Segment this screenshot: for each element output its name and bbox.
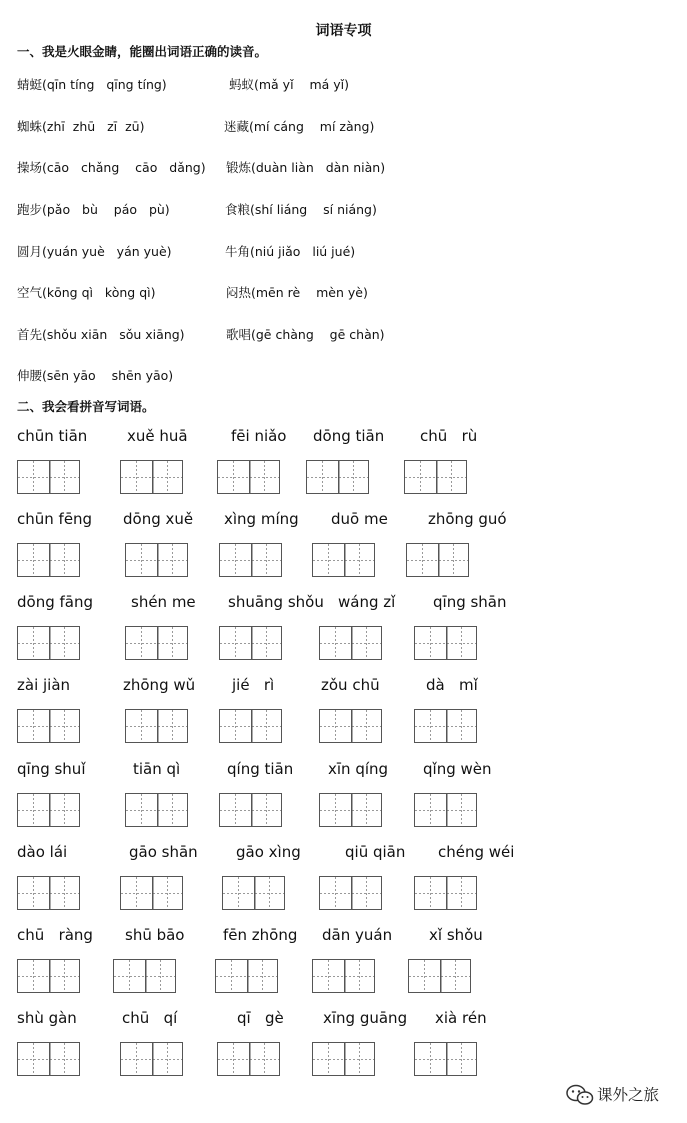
watermark-text: 课外之旅 [597, 1086, 660, 1104]
pinyin-prompt: shén me [131, 593, 196, 611]
pinyin-prompt: zhōng wǔ [123, 676, 196, 694]
pinyin-prompt: duō me [331, 510, 388, 528]
pinyin-prompt: chéng wéi [438, 843, 515, 861]
pinyin-prompt: xīn qíng [328, 760, 389, 778]
writing-grid[interactable] [17, 543, 80, 577]
writing-grid[interactable] [219, 709, 282, 743]
pinyin-prompt: dān yuán [322, 926, 393, 944]
writing-grid[interactable] [414, 709, 477, 743]
writing-grid[interactable] [319, 709, 382, 743]
writing-grid[interactable] [125, 793, 188, 827]
reading-pair: 蚂蚁(mǎ yǐ má yǐ) [229, 77, 350, 92]
pinyin-prompt: shū bāo [125, 926, 185, 944]
writing-grid[interactable] [17, 626, 80, 660]
pinyin-prompt: xià rén [435, 1009, 487, 1027]
reading-pair: 牛角(niú jiǎo liú jué) [225, 244, 356, 259]
writing-grid[interactable] [414, 876, 477, 910]
pinyin-prompt: chūn fēng [17, 510, 93, 528]
writing-grid[interactable] [414, 626, 477, 660]
reading-pair: 迷藏(mí cáng mí zàng) [224, 119, 375, 134]
reading-pair: 食粮(shí liáng sí niáng) [225, 202, 377, 217]
reading-pair: 蜘蛛(zhī zhū zī zū) [17, 119, 145, 134]
page-title: 词语专项 [315, 23, 372, 39]
pinyin-prompt: qǐng wèn [423, 760, 492, 778]
pinyin-prompt: qīng shān [433, 593, 507, 611]
writing-grid[interactable] [312, 543, 375, 577]
pinyin-prompt: chū rù [420, 427, 478, 445]
writing-grid[interactable] [120, 1042, 183, 1076]
reading-pair: 歌唱(gē chàng gē chàn) [226, 327, 385, 342]
writing-grid[interactable] [408, 959, 471, 993]
writing-grid[interactable] [125, 543, 188, 577]
writing-grid[interactable] [17, 709, 80, 743]
writing-grid[interactable] [17, 460, 80, 494]
pinyin-prompt: dōng tiān [313, 427, 385, 445]
writing-grid[interactable] [319, 876, 382, 910]
pinyin-prompt: gāo shān [129, 843, 198, 861]
pinyin-prompt: qīng shuǐ [17, 760, 86, 778]
pinyin-prompt: qiū qiān [345, 843, 406, 861]
pinyin-prompt: chūn tiān [17, 427, 88, 445]
writing-grid[interactable] [306, 460, 369, 494]
section-1-heading: 一、我是火眼金睛，能圈出词语正确的读音。 [17, 44, 268, 59]
pinyin-prompt: zài jiàn [17, 676, 71, 694]
wechat-icon [566, 1084, 594, 1106]
reading-pair: 首先(shǒu xiān sǒu xiāng) [17, 327, 185, 342]
reading-pair: 蜻蜓(qīn tíng qīng tíng) [17, 77, 167, 92]
pinyin-prompt: qī gè [237, 1009, 284, 1027]
writing-grid[interactable] [219, 793, 282, 827]
writing-grid[interactable] [319, 793, 382, 827]
pinyin-prompt: wáng zǐ [338, 593, 396, 611]
pinyin-prompt: xīng guāng [323, 1009, 408, 1027]
writing-grid[interactable] [217, 460, 280, 494]
writing-grid[interactable] [217, 1042, 280, 1076]
reading-pair: 圆月(yuán yuè yán yuè) [17, 244, 172, 259]
pinyin-prompt: dōng xuě [123, 510, 194, 528]
pinyin-prompt: fēi niǎo [231, 427, 287, 445]
reading-pair: 锻炼(duàn liàn dàn niàn) [226, 160, 386, 175]
reading-pair: 空气(kōng qì kòng qì) [17, 285, 156, 300]
reading-pair: 跑步(pǎo bù páo pù) [17, 202, 170, 217]
writing-grid[interactable] [219, 626, 282, 660]
pinyin-prompt: chū ràng [17, 926, 93, 944]
writing-grid[interactable] [17, 793, 80, 827]
writing-grid[interactable] [17, 876, 80, 910]
writing-grid[interactable] [120, 460, 183, 494]
pinyin-prompt: xìng míng [224, 510, 299, 528]
pinyin-prompt: tiān qì [133, 760, 181, 778]
writing-grid[interactable] [312, 1042, 375, 1076]
pinyin-prompt: qíng tiān [227, 760, 294, 778]
writing-grid[interactable] [222, 876, 285, 910]
pinyin-prompt: xǐ shǒu [429, 926, 483, 944]
pinyin-prompt: gāo xìng [236, 843, 301, 861]
pinyin-prompt: zǒu chū [321, 676, 380, 694]
writing-grid[interactable] [404, 460, 467, 494]
pinyin-prompt: dà mǐ [426, 676, 478, 694]
reading-pair: 操场(cāo chǎng cāo dǎng) [17, 160, 206, 175]
writing-grid[interactable] [125, 709, 188, 743]
pinyin-prompt: chū qí [122, 1009, 178, 1027]
writing-grid[interactable] [17, 1042, 80, 1076]
writing-grid[interactable] [120, 876, 183, 910]
pinyin-prompt: xuě huā [127, 427, 188, 445]
pinyin-prompt: dōng fāng [17, 593, 93, 611]
writing-grid[interactable] [406, 543, 469, 577]
section-2-heading: 二、我会看拼音写词语。 [17, 399, 155, 414]
writing-grid[interactable] [319, 626, 382, 660]
pinyin-prompt: dào lái [17, 843, 68, 861]
pinyin-prompt: jié rì [232, 676, 275, 694]
reading-pair: 伸腰(sēn yāo shēn yāo) [17, 368, 174, 383]
reading-pair: 闷热(mēn rè mèn yè) [226, 285, 368, 300]
writing-grid[interactable] [414, 793, 477, 827]
writing-grid[interactable] [113, 959, 176, 993]
pinyin-prompt: fēn zhōng [223, 926, 298, 944]
pinyin-prompt: shuāng shǒu [228, 593, 324, 611]
writing-grid[interactable] [219, 543, 282, 577]
pinyin-prompt: zhōng guó [428, 510, 507, 528]
writing-grid[interactable] [125, 626, 188, 660]
writing-grid[interactable] [414, 1042, 477, 1076]
writing-grid[interactable] [312, 959, 375, 993]
pinyin-prompt: shù gàn [17, 1009, 77, 1027]
writing-grid[interactable] [17, 959, 80, 993]
writing-grid[interactable] [215, 959, 278, 993]
